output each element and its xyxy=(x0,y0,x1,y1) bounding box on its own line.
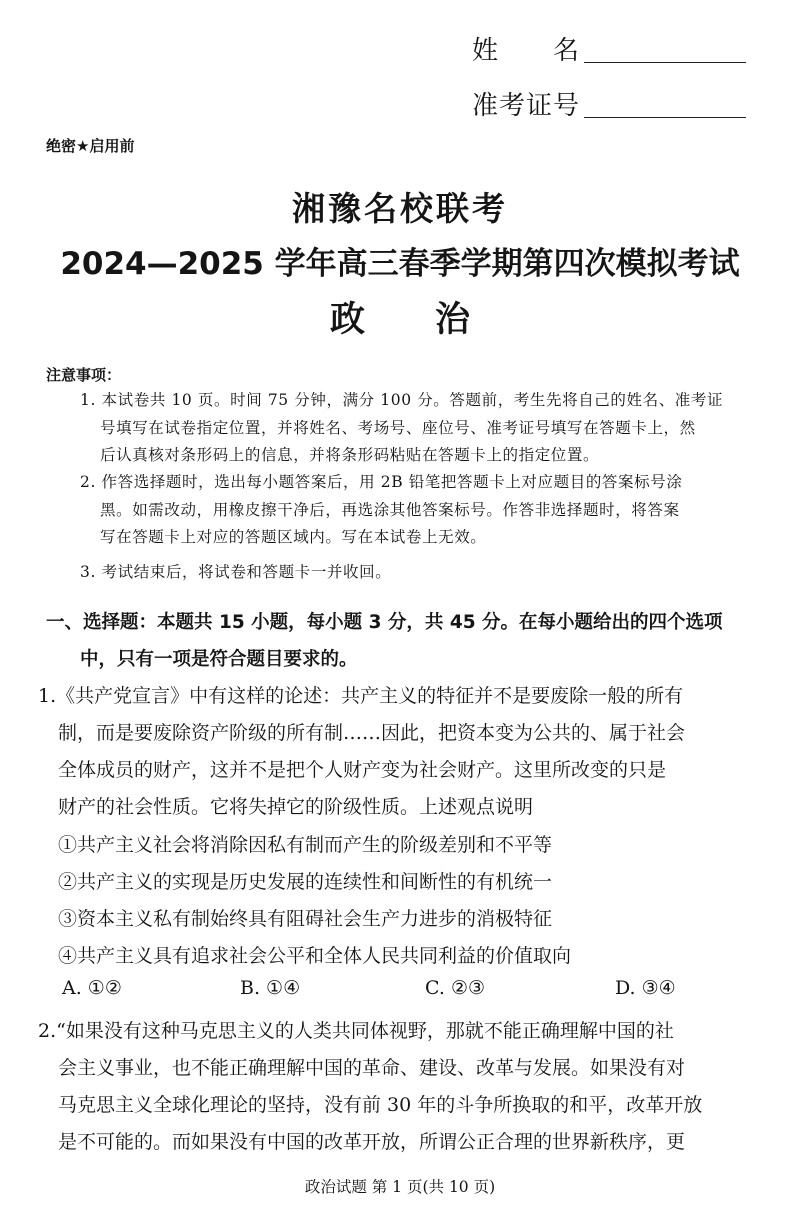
secret-mark: 绝密★启用前 xyxy=(46,137,135,155)
notice-line: 写在答题卡上对应的答题区域内。写在本试卷上无效。 xyxy=(100,528,487,546)
question-2-text: 会主义事业，也不能正确理解中国的革命、建设、改革与发展。如果没有对 xyxy=(58,1057,686,1079)
question-1-text: 制，而是要废除资产阶级的所有制……因此，把资本变为公共的、属于社会 xyxy=(58,722,686,744)
question-1-option-d: D. ③④ xyxy=(615,977,676,999)
question-1-item: ②共产主义的实现是历史发展的连续性和间断性的有机统一 xyxy=(58,871,553,893)
notice-line: 号填写在试卷指定位置，并将姓名、考场号、座位号、准考证号填写在答题卡上，然 xyxy=(100,419,696,437)
notice-line: 1. 本试卷共 10 页。时间 75 分钟，满分 100 分。答题前，考生先将自己的姓名、准考证 xyxy=(80,391,724,409)
section-heading: 一、选择题：本题共 15 小题，每小题 3 分，共 45 分。在每小题给出的四个选项 xyxy=(46,612,723,633)
question-1-item: ③资本主义私有制始终具有阻碍社会生产力进步的消极特征 xyxy=(58,908,553,930)
notice-line: 黑。如需改动，用橡皮擦干净后，再选涂其他答案标号。作答非选择题时，将答案 xyxy=(100,501,680,519)
exam-union-title: 湘豫名校联考 xyxy=(292,189,508,228)
question-2-text: 2.“如果没有这种马克思主义的人类共同体视野，那就不能正确理解中国的社 xyxy=(38,1020,674,1042)
question-2-text: 是不可能的。而如果没有中国的改革开放，所谓公正合理的世界新秩序，更 xyxy=(58,1131,686,1153)
notice-line: 后认真核对条形码上的信息，并将条形码粘贴在答题卡上的指定位置。 xyxy=(100,446,600,464)
question-1-item: ①共产主义社会将消除因私有制而产生的阶级差别和不平等 xyxy=(58,834,553,856)
exam-title: 2024—2025 学年高三春季学期第四次模拟考试 xyxy=(60,246,740,282)
question-1-text: 1.《共产党宣言》中有这样的论述：共产主义的特征并不是要废除一般的所有 xyxy=(38,685,684,707)
notice-heading: 注意事项： xyxy=(46,366,122,384)
name-label: 姓 名 xyxy=(472,36,581,66)
question-1-option-b: B. ①④ xyxy=(240,977,301,999)
subject-title: 政 治 xyxy=(329,300,470,340)
notice-line: 2. 作答选择题时，选出每小题答案后，用 2B 铅笔把答题卡上对应题目的答案标号涂 xyxy=(80,473,683,491)
section-heading-cont: 中，只有一项是符合题目要求的。 xyxy=(80,649,358,670)
notice-line: 3. 考试结束后，将试卷和答题卡一并收回。 xyxy=(80,563,392,581)
question-1-item: ④共产主义具有追求社会公平和全体人民共同利益的价值取向 xyxy=(58,945,572,967)
question-1-option-a: A. ①② xyxy=(62,977,122,999)
name-field-line xyxy=(584,62,746,63)
page-footer: 政治试题 第 1 页(共 10 页) xyxy=(304,1178,496,1196)
question-1-text: 全体成员的财产，这并不是把个人财产变为社会财产。这里所改变的只是 xyxy=(58,759,667,781)
question-1-option-c: C. ②③ xyxy=(425,977,486,999)
question-1-text: 财产的社会性质。它将失掉它的阶级性质。上述观点说明 xyxy=(58,796,534,818)
id-label: 准考证号 xyxy=(472,91,581,121)
question-2-text: 马克思主义全球化理论的坚持，没有前 30 年的斗争所换取的和平，改革开放 xyxy=(58,1094,703,1116)
id-field-line xyxy=(584,117,746,118)
